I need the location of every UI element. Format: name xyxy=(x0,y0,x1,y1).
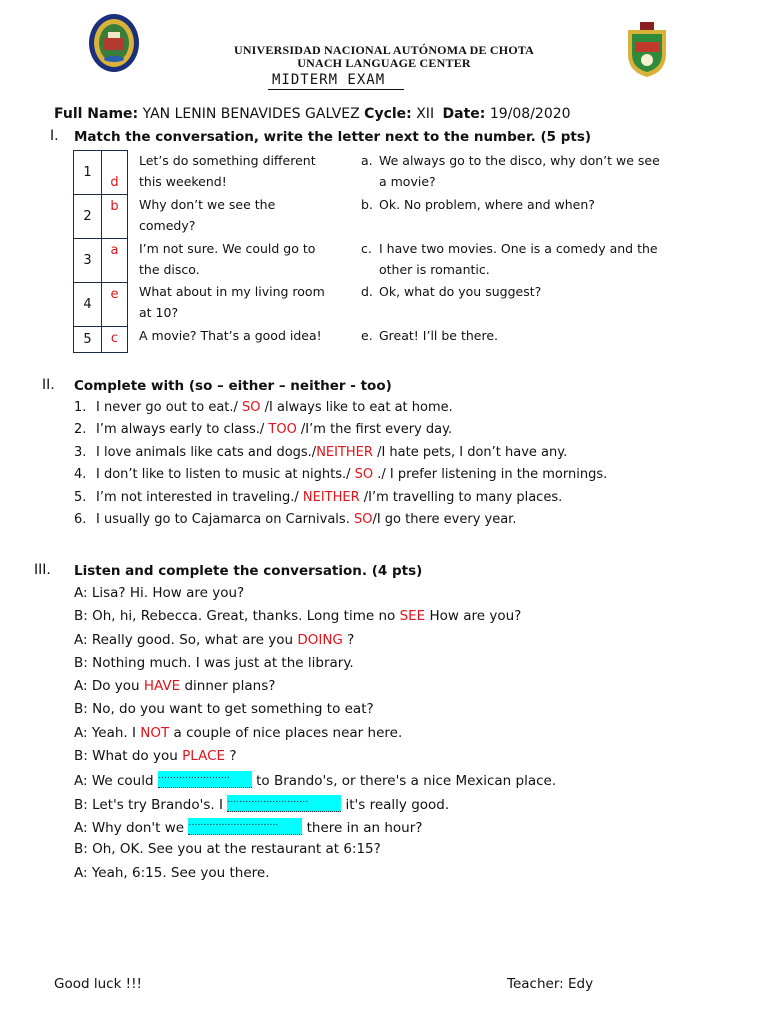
section-1-title: Match the conversation, write the letter next to the number. (5 pts) xyxy=(74,129,592,145)
sentence-2: Why don’t we see the comedy? xyxy=(139,197,276,233)
answer-text: NEITHER xyxy=(302,489,360,505)
option-a-text: We always go to the disco, why don’t we see a movie? xyxy=(379,153,660,189)
option-a-letter: a. xyxy=(361,153,373,168)
answer-cell[interactable]: b xyxy=(102,195,128,239)
cycle-value: XII xyxy=(416,106,435,122)
answer-text: TOO xyxy=(268,422,297,438)
option-e-letter: e. xyxy=(361,328,373,343)
dialog-line: B: Oh, OK. See you at the restaurant at 6:15? xyxy=(74,841,381,858)
option-e-text: Great! I’ll be there. xyxy=(379,328,499,343)
table-row xyxy=(74,195,128,239)
language-center-name: UNACH LANGUAGE CENTER xyxy=(297,56,471,70)
sentence-3: I’m not sure. We could go to the disco. xyxy=(139,241,316,277)
section-3-title: Listen and complete the conversation. (4 pts) xyxy=(74,563,423,579)
sentence-4: What about in my living room at 10? xyxy=(139,284,325,320)
conversation xyxy=(74,585,556,888)
table-row xyxy=(74,327,128,353)
section-1-numeral: I. xyxy=(50,128,59,144)
sentence-5: A movie? That’s a good idea! xyxy=(139,328,322,343)
answer-text: NOT xyxy=(140,724,170,741)
answer-text: HAVE xyxy=(143,678,181,695)
answer-text: DOING xyxy=(297,631,343,648)
dialog-line: A: Yeah. I NOT a couple of nice places near here. xyxy=(74,724,403,741)
row-number: 2 xyxy=(74,195,102,239)
blank-field[interactable]: ……………………… xyxy=(227,795,341,812)
section-2-list xyxy=(74,400,607,534)
blank-field[interactable]: …………………… xyxy=(158,771,252,788)
option-c-text: I have two movies. One is a comedy and the other is romantic. xyxy=(379,241,658,277)
table-row xyxy=(74,239,128,283)
answer-text: SEE xyxy=(399,608,426,625)
answer-cell[interactable]: e xyxy=(102,283,128,327)
section-2-title: Complete with (so – either – neither - too) xyxy=(74,378,392,394)
answer-text: SO xyxy=(242,400,261,415)
exam-title: MIDTERM EXAM xyxy=(268,72,404,90)
list-item: 4. I don’t like to listen to music at nights./ SO ./ I prefer listening in the mornings. xyxy=(74,467,608,483)
good-luck-text: Good luck !!! xyxy=(54,976,142,992)
dialog-line: B: Oh, hi, Rebecca. Great, thanks. Long time no SEE How are you? xyxy=(74,608,522,625)
answer-text: SO xyxy=(353,511,373,527)
blank-field[interactable]: ………………………… xyxy=(188,818,302,835)
sentence-1: Let’s do something different this weekend! xyxy=(139,153,316,189)
row-number: 3 xyxy=(74,239,102,283)
row-number: 4 xyxy=(74,283,102,327)
answer-cell[interactable]: d xyxy=(102,151,128,195)
section-2-numeral: II. xyxy=(42,377,55,393)
row-number: 5 xyxy=(74,327,102,353)
dialog-line: A: Why don't we ………………………… there in an hour? xyxy=(74,817,423,836)
dialog-line: B: Let's try Brando's. I ……………………… it's really good. xyxy=(74,794,450,813)
dialog-line: A: Lisa? Hi. How are you? xyxy=(74,585,245,601)
answer-text: NEITHER xyxy=(316,444,373,460)
cycle-label: Cycle: xyxy=(364,106,412,122)
full-name-value: YAN LENIN BENAVIDES GALVEZ xyxy=(142,106,360,122)
option-b-letter: b. xyxy=(361,197,373,212)
date-label: Date: xyxy=(442,106,486,122)
dialog-line: B: What do you PLACE ? xyxy=(74,748,237,765)
list-item: 2. I’m always early to class./ TOO /I’m the first every day. xyxy=(74,422,453,438)
dialog-line: A: We could …………………… to Brando's, or there's a nice Mexican place. xyxy=(74,771,557,790)
matching-answer-table xyxy=(73,150,128,353)
option-d-text: Ok, what do you suggest? xyxy=(379,284,542,299)
dialog-line: B: No, do you want to get something to eat? xyxy=(74,701,374,718)
dialog-line: B: Nothing much. I was just at the library. xyxy=(74,654,354,671)
dialog-line: A: Really good. So, what are you DOING ? xyxy=(74,631,355,648)
answer-text: PLACE xyxy=(182,748,226,765)
teacher-name: Teacher: Edy xyxy=(507,976,594,992)
table-row xyxy=(74,151,128,195)
option-c-letter: c. xyxy=(361,241,372,256)
list-item: 6. I usually go to Cajamarca on Carnivals. SO/I go there every year. xyxy=(74,511,517,527)
full-name-label: Full Name: xyxy=(54,106,139,122)
list-item: 3. I love animals like cats and dogs./NEITHER /I hate pets, I don’t have any. xyxy=(74,444,568,460)
answer-cell[interactable]: a xyxy=(102,239,128,283)
dialog-line: A: Yeah, 6:15. See you there. xyxy=(74,864,270,881)
section-3-numeral: III. xyxy=(34,562,51,578)
answer-cell[interactable]: c xyxy=(102,327,128,353)
table-row xyxy=(74,283,128,327)
answer-text: SO xyxy=(354,467,374,483)
student-info-line xyxy=(54,106,571,122)
date-value: 19/08/2020 xyxy=(489,106,571,122)
option-b-text: Ok. No problem, where and when? xyxy=(379,197,595,212)
university-name: UNIVERSIDAD NACIONAL AUTÓNOMA DE CHOTA xyxy=(233,43,535,57)
row-number: 1 xyxy=(74,151,102,195)
list-item: 1. I never go out to eat./ SO /I always like to eat at home. xyxy=(74,400,453,415)
list-item: 5. I’m not interested in traveling./ NEITHER /I’m travelling to many places. xyxy=(74,489,563,505)
option-d-letter: d. xyxy=(361,284,373,299)
dialog-line: A: Do you HAVE dinner plans? xyxy=(74,678,276,695)
